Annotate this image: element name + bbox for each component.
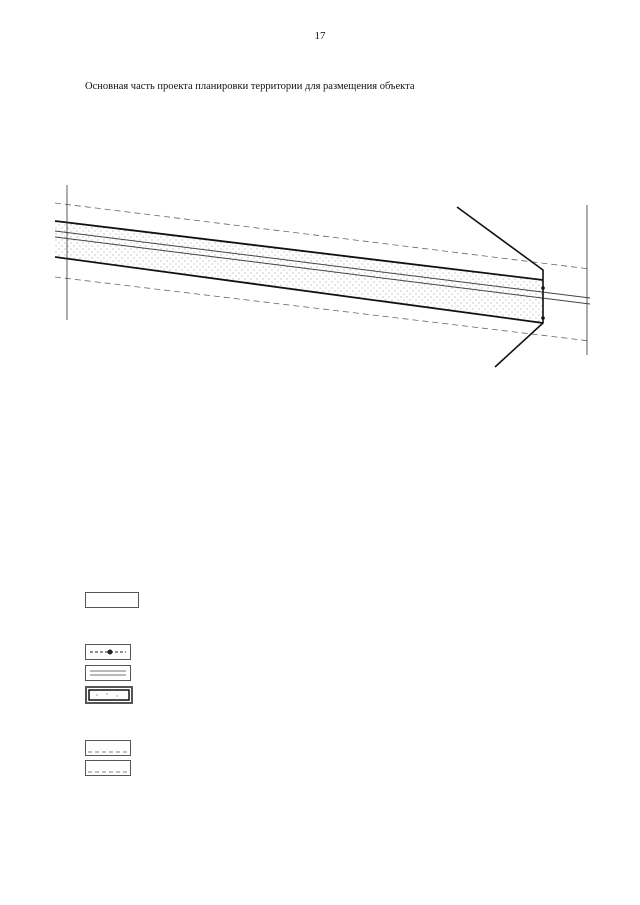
red-line-point (541, 286, 545, 290)
legend-row-red-lines (80, 686, 600, 702)
document-heading (85, 80, 465, 94)
legend-row-power-line-protection (80, 760, 600, 776)
legend-symbol-box (85, 665, 131, 681)
legend-row-pipeline-protection (80, 740, 600, 756)
legend-symbol-box (85, 592, 139, 608)
legend-symbol-box (85, 686, 133, 704)
legend-row-power-line (80, 644, 600, 660)
page-number: 17 (314, 30, 326, 42)
legend-row-cadastral-parcel (80, 592, 600, 608)
legend-symbol-box (85, 740, 131, 756)
map-drawing (55, 185, 600, 375)
red-line-point (541, 316, 545, 320)
map-sheet (55, 185, 600, 375)
legend-symbol-box (85, 760, 131, 776)
heading-line: Основная часть проекта планировки территории для размещения объекта (85, 81, 415, 92)
legend-symbol-box (85, 644, 131, 660)
legend-row-pipeline (80, 665, 600, 681)
